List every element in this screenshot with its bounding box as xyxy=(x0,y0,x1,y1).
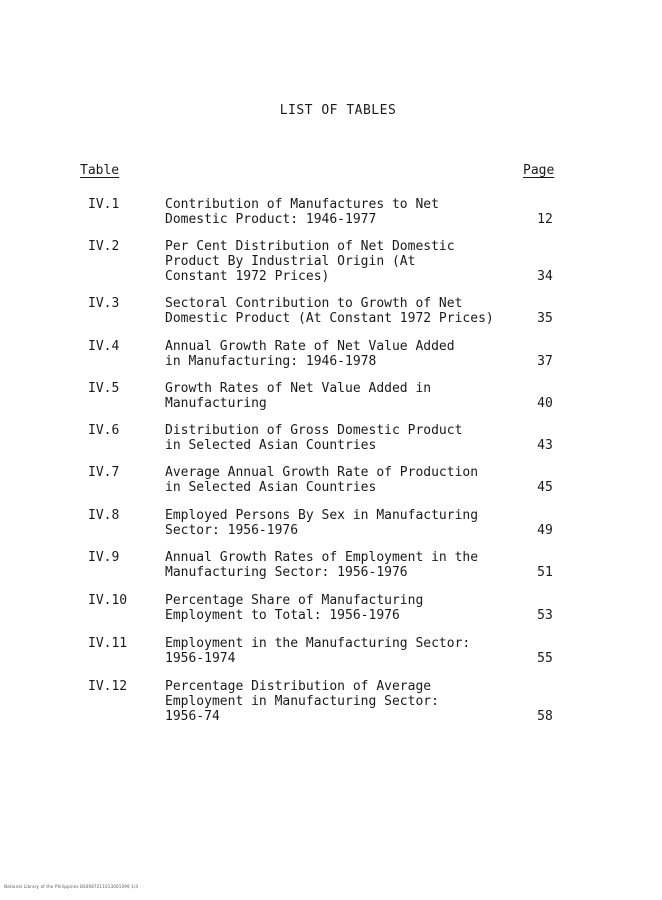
entry-number: IV.10 xyxy=(88,593,128,608)
entry-page: 45 xyxy=(537,480,553,495)
entry-page: 51 xyxy=(537,565,553,580)
entry-description: Sectoral Contribution to Growth of Net Domestic Product (At Constant 1972 Prices) xyxy=(165,296,494,326)
entry-page: 58 xyxy=(537,709,553,724)
entry-description: Per Cent Distribution of Net Domestic Product By Industrial Origin (At Constant 1972 Prices) xyxy=(165,239,455,284)
entry-description: Growth Rates of Net Value Added in Manufacturing xyxy=(165,381,432,411)
entry-description: Percentage Share of Manufacturing Employment to Total: 1956-1976 xyxy=(165,593,424,623)
entry-number: IV.4 xyxy=(88,339,120,354)
scan-footer: National Library of the Philippines BS0087211013001099 1/4 xyxy=(4,884,139,889)
entry-description: Employment in the Manufacturing Sector: 1956-1974 xyxy=(165,636,471,666)
page-title: LIST OF TABLES xyxy=(279,103,397,118)
entry-page: 12 xyxy=(537,212,553,227)
entry-page: 43 xyxy=(537,438,553,453)
entry-description: Employed Persons By Sex in Manufacturing Sector: 1956-1976 xyxy=(165,508,479,538)
entry-description: Contribution of Manufactures to Net Domestic Product: 1946-1977 xyxy=(165,197,439,227)
entry-number: IV.1 xyxy=(88,197,120,212)
entry-description: Percentage Distribution of Average Employment in Manufacturing Sector: 1956-74 xyxy=(165,679,439,724)
entry-number: IV.12 xyxy=(88,679,128,694)
entry-page: 37 xyxy=(537,354,553,369)
entry-number: IV.11 xyxy=(88,636,128,651)
page-column-header: Page xyxy=(523,163,555,178)
entry-number: IV.5 xyxy=(88,381,120,396)
entry-page: 40 xyxy=(537,396,553,411)
entry-number: IV.8 xyxy=(88,508,120,523)
table-column-header: Table xyxy=(80,163,120,178)
entry-description: Average Annual Growth Rate of Production in Selected Asian Countries xyxy=(165,465,479,495)
entry-page: 34 xyxy=(537,269,553,284)
entry-page: 53 xyxy=(537,608,553,623)
entry-number: IV.2 xyxy=(88,239,120,254)
entry-number: IV.6 xyxy=(88,423,120,438)
entry-description: Distribution of Gross Domestic Product in Selected Asian Countries xyxy=(165,423,463,453)
entry-number: IV.9 xyxy=(88,550,120,565)
entry-number: IV.7 xyxy=(88,465,120,480)
entry-description: Annual Growth Rates of Employment in the Manufacturing Sector: 1956-1976 xyxy=(165,550,479,580)
entry-page: 55 xyxy=(537,651,553,666)
entry-page: 35 xyxy=(537,311,553,326)
entry-number: IV.3 xyxy=(88,296,120,311)
entry-page: 49 xyxy=(537,523,553,538)
entry-description: Annual Growth Rate of Net Value Added in Manufacturing: 1946-1978 xyxy=(165,339,455,369)
